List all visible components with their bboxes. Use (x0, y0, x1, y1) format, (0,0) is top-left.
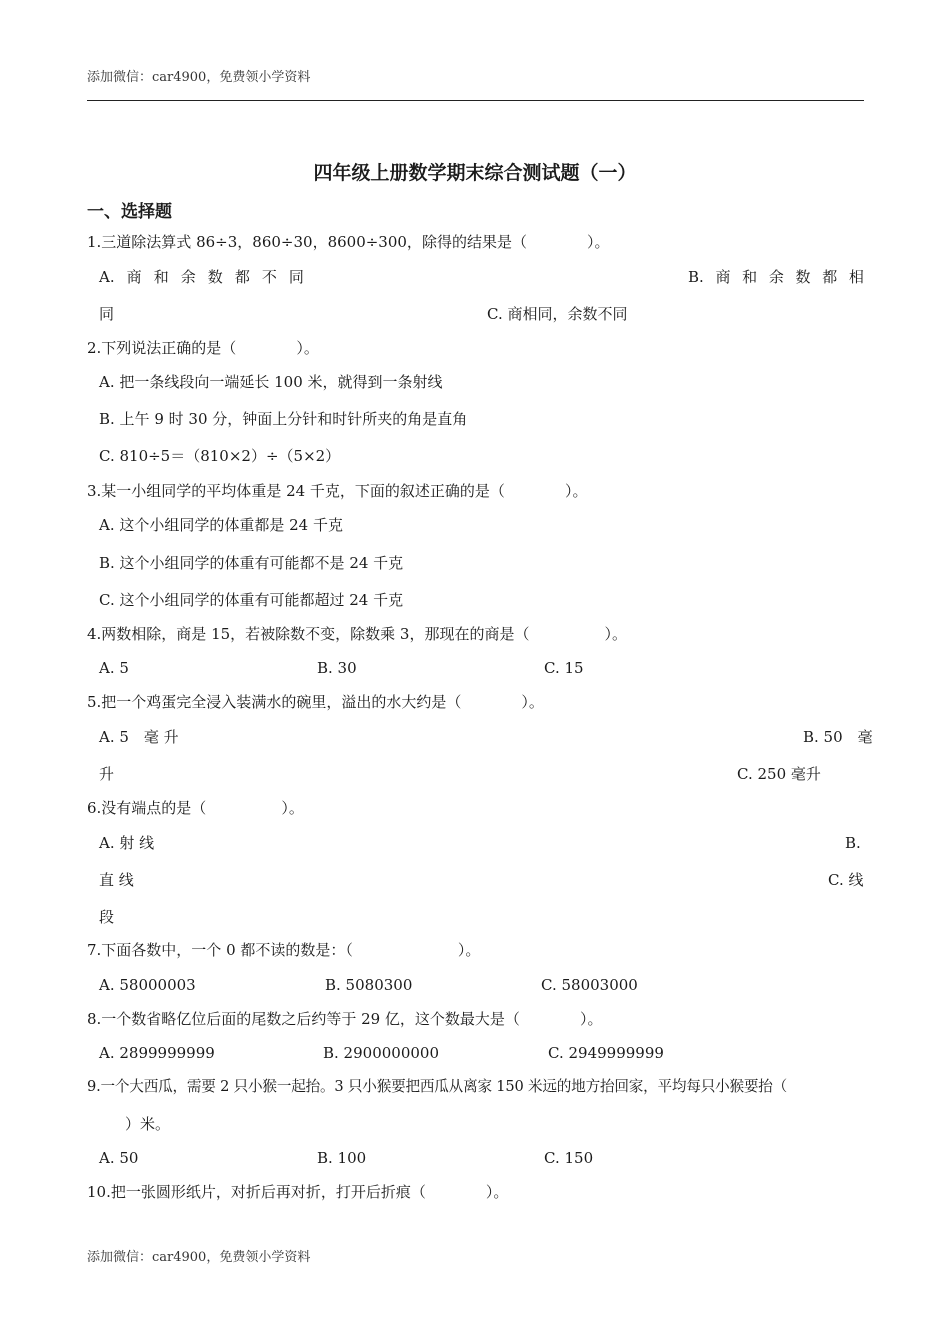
option-b-char: 余 (768, 268, 784, 286)
question-8-stem: 8.一个数省略亿位后面的尾数之后约等于 29 亿，这个数最大是（ ）。 (87, 1010, 603, 1028)
question-3-option-b: B. 这个小组同学的体重有可能都不是 24 千克 (99, 554, 404, 572)
question-1-option-c: C. 商相同，余数不同 (487, 305, 628, 323)
page-header-text: 添加微信：car4900，免费领小学资料 (87, 70, 311, 85)
question-9-stem-continued: ）米。 (125, 1115, 171, 1133)
question-4-option-c: C. 15 (544, 659, 584, 677)
option-b-char: 都 (822, 268, 838, 286)
question-1-option-a (99, 267, 304, 287)
question-5-option-b: B. 50 毫 (803, 728, 873, 746)
question-3-stem: 3.某一小组同学的平均体重是 24 千克，下面的叙述正确的是（ ）。 (87, 482, 588, 500)
header-divider (87, 100, 864, 101)
option-b-char: 商 (715, 268, 731, 286)
question-9-stem: 9.一个大西瓜，需要 2 只小猴一起抬。3 只小猴要把西瓜从离家 150 米远的地方抬回家，平均每只小猴要抬（ (87, 1078, 788, 1095)
option-a-char: 和 (153, 268, 169, 286)
question-6-option-b-continued: 直 线 (99, 871, 134, 889)
page-title: 四年级上册数学期末综合测试题（一） (313, 162, 637, 184)
question-3-option-a: A. 这个小组同学的体重都是 24 千克 (99, 516, 343, 534)
section-heading: 一、选择题 (87, 202, 172, 222)
page-footer-text: 添加微信：car4900，免费领小学资料 (87, 1250, 311, 1265)
question-6-option-c-continued: 段 (99, 908, 115, 926)
question-3-option-c: C. 这个小组同学的体重有可能都超过 24 千克 (99, 591, 404, 609)
question-5-option-c: C. 250 毫升 (737, 765, 821, 783)
option-b-char: B. (688, 268, 704, 286)
option-a-char: 都 (234, 268, 250, 286)
question-2-option-b: B. 上午 9 时 30 分，钟面上分针和时针所夹的角是直角 (99, 410, 468, 428)
question-10-stem: 10.把一张圆形纸片，对折后再对折，打开后折痕（ ）。 (87, 1183, 509, 1201)
question-9-option-c: C. 150 (544, 1149, 594, 1167)
question-8-option-b: B. 2900000000 (323, 1044, 439, 1062)
question-6-stem: 6.没有端点的是（ ）。 (87, 799, 304, 817)
question-8-option-c: C. 2949999999 (548, 1044, 664, 1062)
option-b-char: 数 (795, 268, 811, 286)
question-5-option-a-continued: 升 (99, 765, 115, 783)
question-1-option-b-continued: 同 (99, 305, 115, 323)
question-7-option-a: A. 58000003 (99, 976, 196, 994)
question-7-stem: 7.下面各数中，一个 0 都不读的数是：（ ）。 (87, 941, 481, 959)
question-5-stem: 5.把一个鸡蛋完全浸入装满水的碗里，溢出的水大约是（ ）。 (87, 693, 544, 711)
question-5-option-a: A. 5 毫 升 (99, 728, 179, 746)
question-9-option-b: B. 100 (317, 1149, 367, 1167)
question-2-option-a: A. 把一条线段向一端延长 100 米，就得到一条射线 (99, 373, 443, 391)
option-a-char: 商 (126, 268, 142, 286)
option-a-char: 不 (261, 268, 277, 286)
question-9-option-a: A. 50 (99, 1149, 139, 1167)
option-a-char: A. (99, 268, 115, 286)
question-2-option-c: C. 810÷5＝（810×2）÷（5×2） (99, 447, 341, 465)
question-6-option-c: C. 线 (828, 871, 864, 889)
question-1-stem: 1.三道除法算式 86÷3，860÷30，8600÷300，除得的结果是（ ）。 (87, 233, 610, 251)
option-a-char: 数 (207, 268, 223, 286)
option-a-char: 同 (288, 268, 304, 286)
question-7-option-c: C. 58003000 (541, 976, 638, 994)
question-6-option-b: B. (845, 834, 861, 852)
question-1-option-b (688, 267, 864, 287)
question-6-option-a: A. 射 线 (99, 834, 155, 852)
question-4-option-b: B. 30 (317, 659, 357, 677)
question-8-option-a: A. 2899999999 (99, 1044, 215, 1062)
question-4-option-a: A. 5 (99, 659, 129, 677)
option-b-char: 和 (742, 268, 758, 286)
question-2-stem: 2.下列说法正确的是（ ）。 (87, 339, 319, 357)
question-7-option-b: B. 5080300 (325, 976, 413, 994)
option-a-char: 余 (180, 268, 196, 286)
option-b-char: 相 (848, 268, 864, 286)
question-4-stem: 4.两数相除，商是 15，若被除数不变，除数乘 3，那现在的商是（ ）。 (87, 625, 627, 643)
